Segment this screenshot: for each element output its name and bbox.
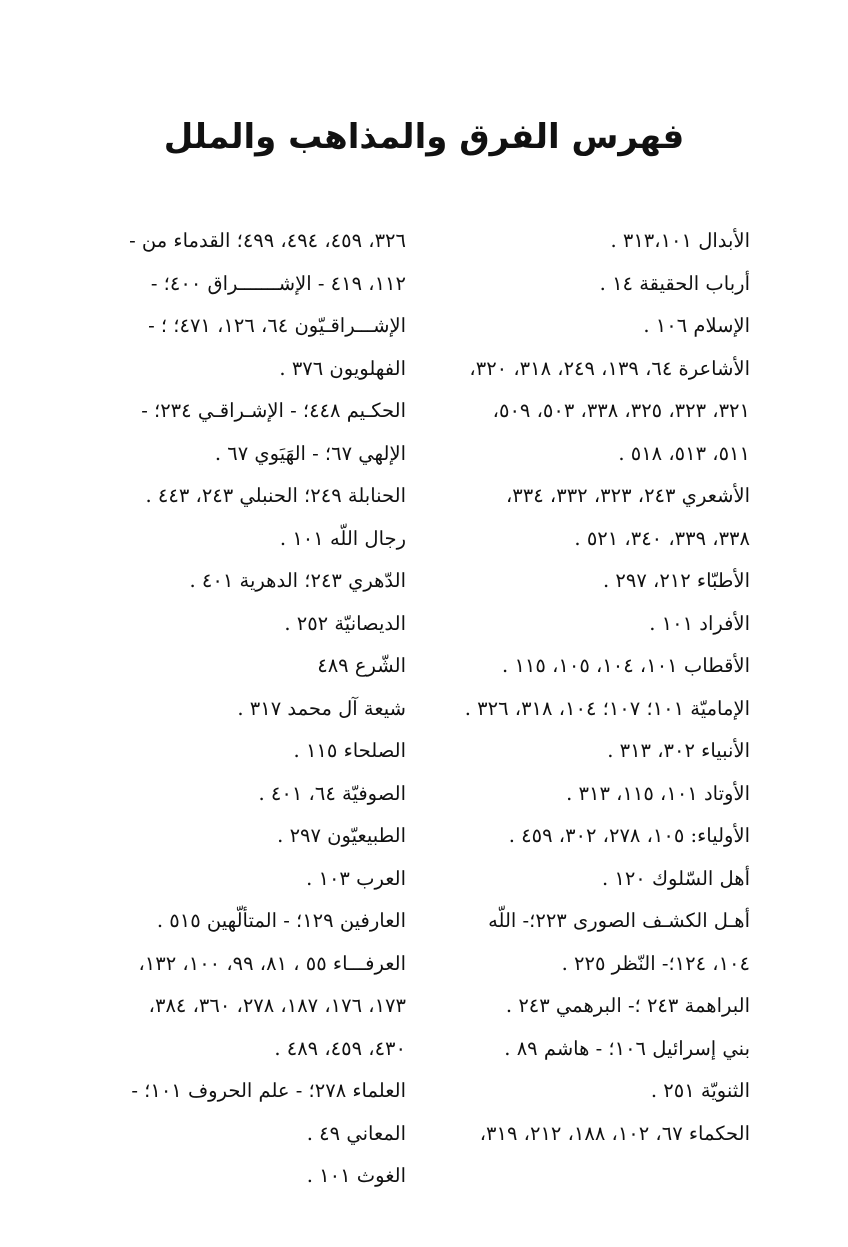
index-column-right [415, 220, 750, 1155]
index-entry-line: الإسلام ١٠٦ . [643, 314, 750, 337]
index-entry-line: ٣٢١، ٣٢٣، ٣٢٥، ٣٣٨، ٥٠٣، ٥٠٩، [492, 399, 750, 422]
index-entry-line: الحكـيم ٤٤٨؛ - الإشـراقـي ٢٣٤؛ - [141, 399, 406, 422]
index-entry-line: الفهلويون ٣٧٦ . [279, 356, 406, 380]
index-entry-line: الحكماء ٦٧، ١٠٢، ١٨٨، ٢١٢، ٣١٩، [479, 1121, 750, 1145]
index-entry-line: أهل السّلوك ١٢٠ . [601, 866, 750, 890]
index-entry-line: أرباب الحقيقة ١٤ . [599, 271, 750, 295]
index-entry-line: الأبدال ٣١٣،١٠١ . [610, 229, 750, 252]
index-entry-line: الديصانيّة ٢٥٢ . [284, 611, 406, 635]
index-entry-line: ٤٣٠، ٤٥٩، ٤٨٩ . [274, 1036, 406, 1060]
index-entry-line: الأفراد ١٠١ . [649, 611, 750, 635]
index-entry-line: رجال اللّه ١٠١ . [279, 526, 406, 550]
index-entry-line: شيعة آل محمد ٣١٧ . [237, 696, 406, 720]
index-entry-line: ٣٣٨، ٣٣٩، ٣٤٠، ٥٢١ . [574, 526, 750, 550]
index-entry-line: الطبيعيّون ٢٩٧ . [277, 824, 406, 847]
index-entry-line: البراهمة ٢٤٣ ؛- البرهمي ٢٤٣ . [505, 994, 750, 1017]
index-entry-line: الغوث ١٠١ . [306, 1164, 406, 1187]
index-entry-line: الصوفيّة ٦٤، ٤٠١ . [258, 781, 406, 805]
index-entry-line: ١٠٤، ١٢٤؛- النّظر ٢٢٥ . [561, 951, 750, 975]
index-entry-line: الدّهري ٢٤٣؛ الدهرية ٤٠١ . [189, 569, 406, 592]
index-entry-line: بني إسرائيل ١٠٦؛ - هاشم ٨٩ . [504, 1036, 750, 1060]
index-entry-line: الأولياء: ١٠٥، ٢٧٨، ٣٠٢، ٤٥٩ . [508, 824, 750, 847]
index-entry-line: الصلحاء ١١٥ . [293, 739, 406, 762]
index-entry-line: الأشاعرة ٦٤، ١٣٩، ٢٤٩، ٣١٨، ٣٢٠، [469, 356, 750, 380]
index-entry-line: المعاني ٤٩ . [306, 1121, 406, 1145]
index-entry-line: الأوتاد ١٠١، ١١٥، ٣١٣ . [566, 781, 750, 805]
index-entry-line: ١٧٣، ١٧٦، ١٨٧، ٢٧٨، ٣٦٠، ٣٨٤، [148, 994, 406, 1017]
index-entry-line: العارفين ١٢٩؛ - المتألّهين ٥١٥ . [156, 909, 406, 932]
index-entry-line: الإشـــراقـيّون ٦٤، ١٢٦، ٤٧١؛ ؛ - [148, 314, 406, 337]
index-entry-line: العرفـــاء ٥٥ ، ٨١، ٩٩، ١٠٠، ١٣٢، [138, 951, 406, 975]
index-entry-line: ٣٢٦، ٤٥٩، ٤٩٤، ٤٩٩؛ القدماء من - [129, 229, 406, 252]
index-entry-line: أهـل الكشـف الصورى ٢٢٣؛- اللّه [488, 909, 750, 932]
index-entry-line: العرب ١٠٣ . [306, 866, 406, 890]
index-entry-line: الإلهي ٦٧؛ - الهَيَوي ٦٧ . [214, 441, 406, 465]
index-entry-line: الأقطاب ١٠١، ١٠٤، ١٠٥، ١١٥ . [502, 654, 750, 677]
index-entry-line: الثنويّة ٢٥١ . [650, 1079, 750, 1102]
index-entry-line: الأطبّاء ٢١٢، ٢٩٧ . [602, 569, 750, 592]
index-entry-line: ١١٢، ٤١٩ - الإشـــــــراق ٤٠٠؛ - [150, 271, 406, 295]
page-title: فهرس الفرق والمذاهب والملل [163, 117, 685, 157]
index-entry-line: الأنبياء ٣٠٢، ٣١٣ . [607, 739, 750, 762]
index-entry-line: الشّرع ٤٨٩ [317, 654, 406, 677]
index-entry-line: الأشعري ٢٤٣، ٣٢٣، ٣٣٢، ٣٣٤، [506, 484, 750, 507]
index-entry-line: ٥١١، ٥١٣، ٥١٨ . [618, 441, 750, 465]
index-entry-line: العلماء ٢٧٨؛ - علم الحروف ١٠١؛ - [131, 1079, 406, 1102]
index-entry-line: الإماميّة ١٠١؛ ١٠٧؛ ١٠٤، ٣١٨، ٣٢٦ . [464, 696, 750, 720]
index-entry-line: الحنابلة ٢٤٩؛ الحنبلي ٢٤٣، ٤٤٣ . [145, 484, 406, 507]
index-column-left [76, 220, 406, 1198]
